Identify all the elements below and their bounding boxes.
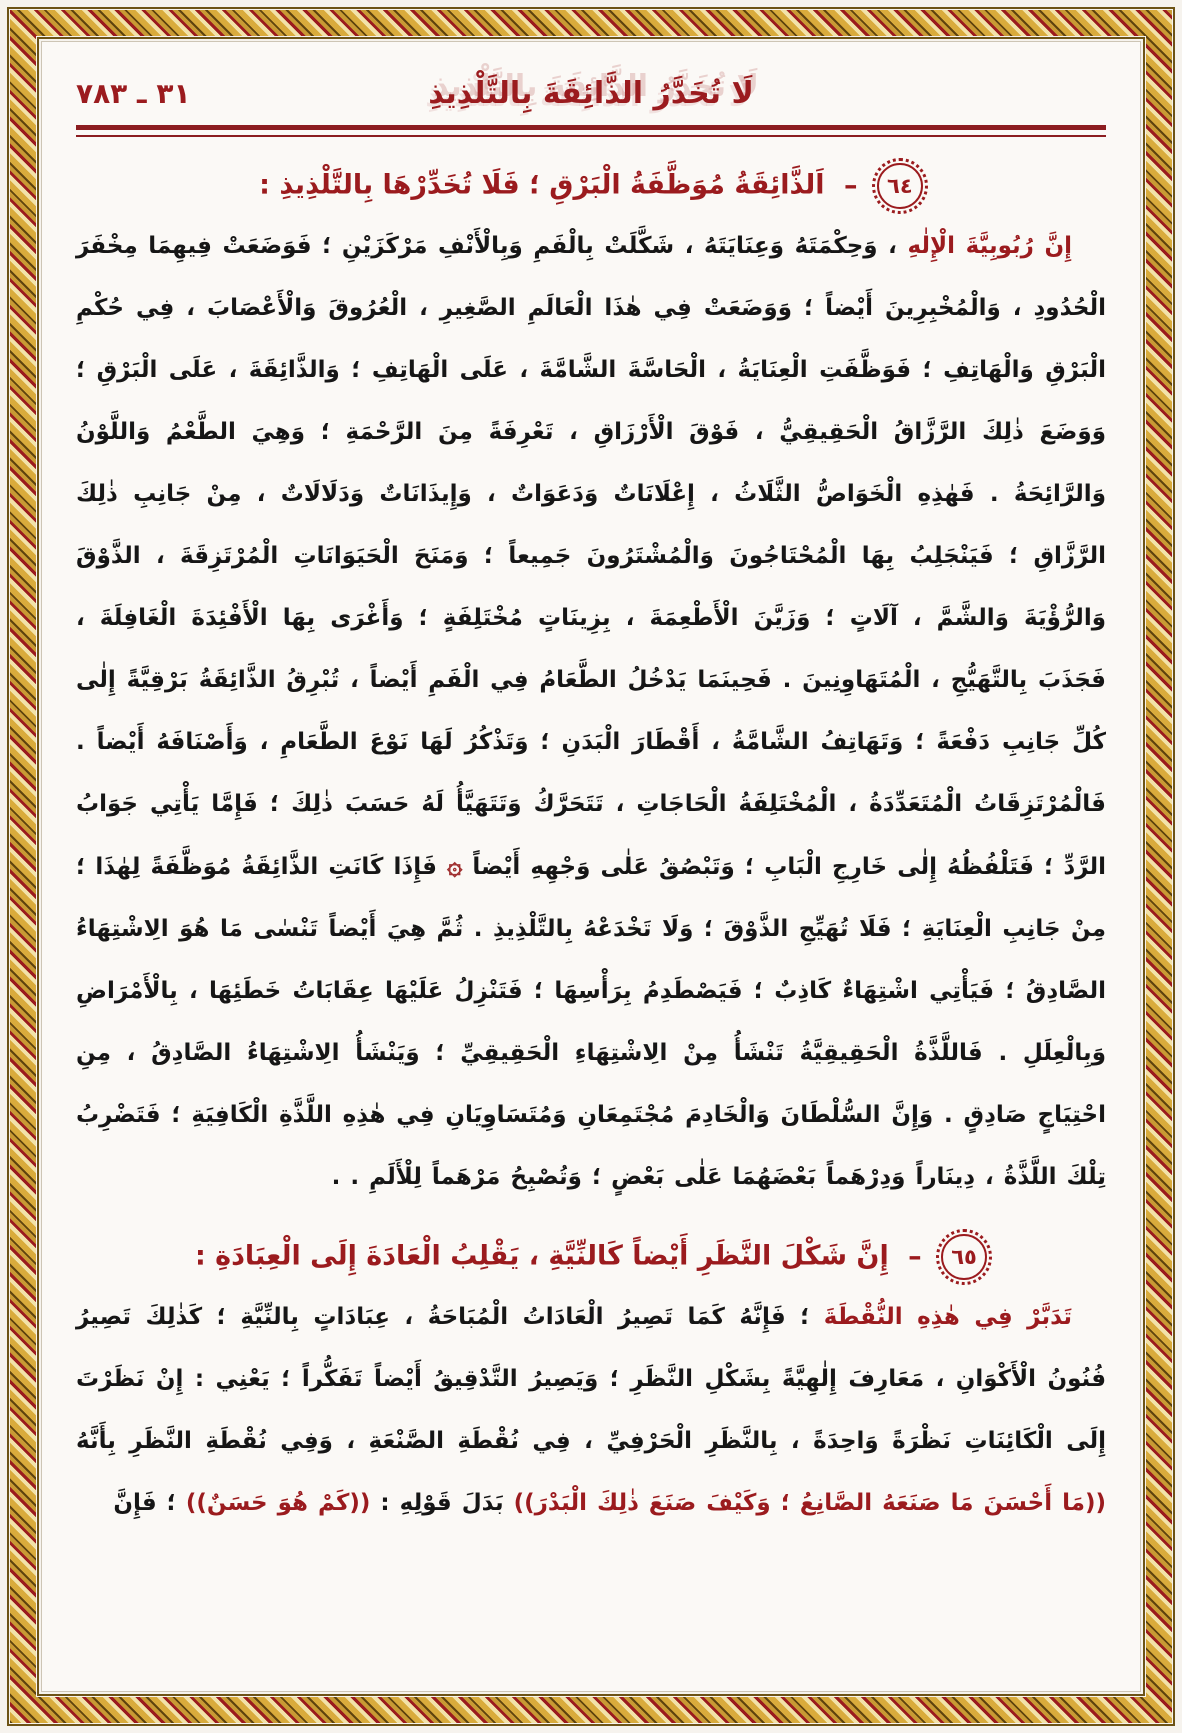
page-title: لَا تُخَدَّرُ الذَّائِقَةَ بِالتَّلْذِيذِ <box>428 76 754 111</box>
section-65 <box>76 1234 1106 1534</box>
section-heading-text: اَلذَّائِقَةُ مُوَظَّفَةُ الْبَرْقِ ؛ فَلَا تُخَدِّرْهَا بِالتَّلْذِيذِ : <box>259 169 825 201</box>
heading-dash: – <box>843 169 858 201</box>
page-body <box>41 41 1141 1692</box>
text-segment: ؛ فَإِنَّهُ كَمَا تَصِيرُ الْعَادَاتُ الْمُبَاحَةُ ، عِبَادَاتٍ بِالنِّيَّةِ ؛ كَذٰلِكَ تَصِيرُ فُنُونُ الْأَكْوَانِ ، مَعَارِفَ إِلٰهِيَّةً بِشَكْلِ النَّظَرِ ؛ وَيَصِيرُ التَّدْقِيقُ أَيْضاً تَفَكُّراً ؛ يَعْنِي : إِنْ نَظَرْتَ إِلَى الْكَائِنَاتِ نَظْرَةً وَاحِدَةً ، بِالنَّظَرِ الْحَرْفِيِّ ، فِي نُقْطَةِ الصَّنْعَةِ ، وَفِي نُقْطَةِ النَّظَرِ بِأَنَّهُ <box>76 1304 1106 1454</box>
header-rule <box>76 125 1106 137</box>
section-64 <box>76 163 1106 1208</box>
heading-dash: – <box>908 1240 922 1272</box>
section-64-heading <box>76 163 1106 209</box>
page-header <box>76 76 1106 111</box>
text-segment: بَدَلَ قَوْلِهِ : <box>370 1490 514 1516</box>
text-segment: إِنَّ رُبُوبِيَّةَ الْإِلٰهِ <box>907 233 1072 259</box>
text-segment: ؛ فَإِنَّ <box>113 1490 186 1516</box>
section-heading-text: إِنَّ شَكْلَ النَّظَرِ أَيْضاً كَالنِّيَّةِ ، يَقْلِبُ الْعَادَةَ إِلَى الْعِبَادَةِ : <box>194 1240 889 1272</box>
text-segment: ((كَمْ هُوَ حَسَنٌ)) <box>185 1490 371 1516</box>
section-64-paragraph <box>76 215 1106 1208</box>
text-segment: ((مَا أَحْسَنَ مَا صَنَعَهُ الصَّانِعُ ؛ وَكَيْفَ صَنَعَ ذٰلِكَ الْبَدْرَ)) <box>513 1490 1106 1516</box>
text-segment: ، وَحِكْمَتَهُ وَعِنَايَتَهُ ، شَكَّلَتْ بِالْفَمِ وَبِالْأَنْفِ مَرْكَزَيْنِ ؛ فَوَضَعَتْ فِيهِمَا مِخْفَرَ الْحُدُودِ ، وَالْمُخْبِرِينَ أَيْضاً ؛ وَوَضَعَتْ فِي هٰذَا الْعَالَمِ الصَّغِيرِ ، الْعُرُوقَ وَالْأَعْصَابَ ، فِي حُكْمِ الْبَرْقِ وَالْهَاتِفِ ؛ فَوَظَّفَتِ الْعِنَايَةُ ، الْحَاسَّةَ الشَّامَّةَ ، عَلَى الْهَاتِفِ ؛ وَالذَّائِقَةَ ، عَلَى الْبَرْقِ ؛ وَوَضَعَ ذٰلِكَ الرَّزَّاقُ الْحَقِيقِيُّ ، فَوْقَ الْأَرْزَاقِ ، تَعْرِفَةً مِنَ الرَّحْمَةِ ؛ وَهِيَ الطَّعْمُ وَاللَّوْنُ وَالرَّائِحَةُ . فَهٰذِهِ الْخَوَاصُّ الثَّلَاثُ ، إِعْلَانَاتٌ وَدَعَوَاتٌ ، وَإِيذَانَاتٌ وَدَلَالَاتٌ ، مِنْ جَانِبِ ذٰلِكَ الرَّزَّاقِ ؛ فَيَنْجَلِبُ بِهَا الْمُحْتَاجُونَ وَالْمُشْتَرُونَ جَمِيعاً ؛ وَمَنَحَ الْحَيَوَانَاتِ الْمُرْتَزِقَةَ ، الذَّوْقَ وَالرُّؤْيَةَ وَالشَّمَّ ، آلَاتٍ ؛ وَزَيَّنَ الْأَطْعِمَةَ ، بِزِينَاتٍ مُخْتَلِفَةٍ ؛ وَأَغْرَى بِهَا الْأَفْئِدَةَ الْغَافِلَةَ ، فَجَذَبَ بِالتَّهَيُّجِ ، الْمُتَهَاوِنِينَ . فَحِينَمَا يَدْخُلُ الطَّعَامُ فِي الْفَمِ أَيْضاً ، تُبْرِقُ الذَّائِقَةُ بَرْقِيَّةً إِلٰى كُلِّ جَانِبِ دَفْعَةً ؛ وَتَهَاتِفُ الشَّامَّةُ ، أَقْطَارَ الْبَدَنِ ؛ وَتَذْكُرُ لَهَا نَوْعَ الطَّعَامِ ، وَأَصْنَافَهُ أَيْضاً . فَالْمُرْتَزِقَاتُ الْمُتَعَدِّدَةُ ، الْمُخْتَلِفَةُ الْحَاجَاتِ ، تَتَحَرَّكُ وَتَتَهَيَّأُ لَهُ حَسَبَ ذٰلِكَ ؛ فَإِمَّا يَأْتِي جَوَابُ الرَّدِّ ؛ فَتَلْفُظُهُ إِلٰى خَارِجِ الْبَابِ ؛ وَتَبْصُقُ عَلٰى وَجْهِهِ أَيْضاً <box>76 233 1106 880</box>
section-65-heading <box>76 1234 1106 1280</box>
page-number: ٣١ ـ ٧٨٣ <box>76 77 191 110</box>
section-number-medallion <box>941 1234 987 1280</box>
section-number: ٦٤ <box>887 173 913 198</box>
section-number-medallion <box>877 163 923 209</box>
section-number: ٦٥ <box>951 1244 977 1269</box>
text-segment: تَدَبَّرْ فِي هٰذِهِ النُّقْطَةَ <box>823 1304 1073 1330</box>
text-segment: فَإِذَا كَانَتِ الذَّائِقَةُ مُوَظَّفَةً لِهٰذَا ؛ مِنْ جَانِبِ الْعِنَايَةِ ؛ فَلَا تُهَيِّجِ الذَّوْقَ ؛ وَلَا تَخْدَعْهُ بِالتَّلْذِيذِ . ثُمَّ هِيَ أَيْضاً تَنْسٰى مَا هُوَ الِاشْتِهَاءُ الصَّادِقُ ؛ فَيَأْتِي اشْتِهَاءٌ كَاذِبٌ ؛ فَيَصْطَدِمُ بِرَأْسِهَا ؛ فَتَنْزِلُ عَلَيْهَا عِقَابَاتُ خَطَئِهَا ، بِالْأَمْرَاضِ وَبِالْعِلَلِ . فَاللَّذَّةُ الْحَقِيقِيَّةُ تَنْشَأُ مِنْ الِاشْتِهَاءِ الْحَقِيقِيِّ ؛ وَيَنْشَأُ الِاشْتِهَاءُ الصَّادِقُ ، مِنِ احْتِيَاجٍ صَادِقٍ . وَإِنَّ السُّلْطَانَ وَالْخَادِمَ مُجْتَمِعَانِ وَمُتَسَاوِيَانِ فِي هٰذِهِ اللَّذَّةِ الْكَافِيَةِ ؛ فَتَضْرِبُ تِلْكَ اللَّذَّةُ ، دِينَاراً وَدِرْهَماً بَعْضَهُمَا عَلٰى بَعْضٍ ؛ وَتُصْبِحُ مَرْهَماً لِلْأَلَمِ . . <box>76 854 1106 1190</box>
section-65-paragraph <box>76 1286 1106 1534</box>
rosette-ornament: ۞ <box>447 851 463 881</box>
